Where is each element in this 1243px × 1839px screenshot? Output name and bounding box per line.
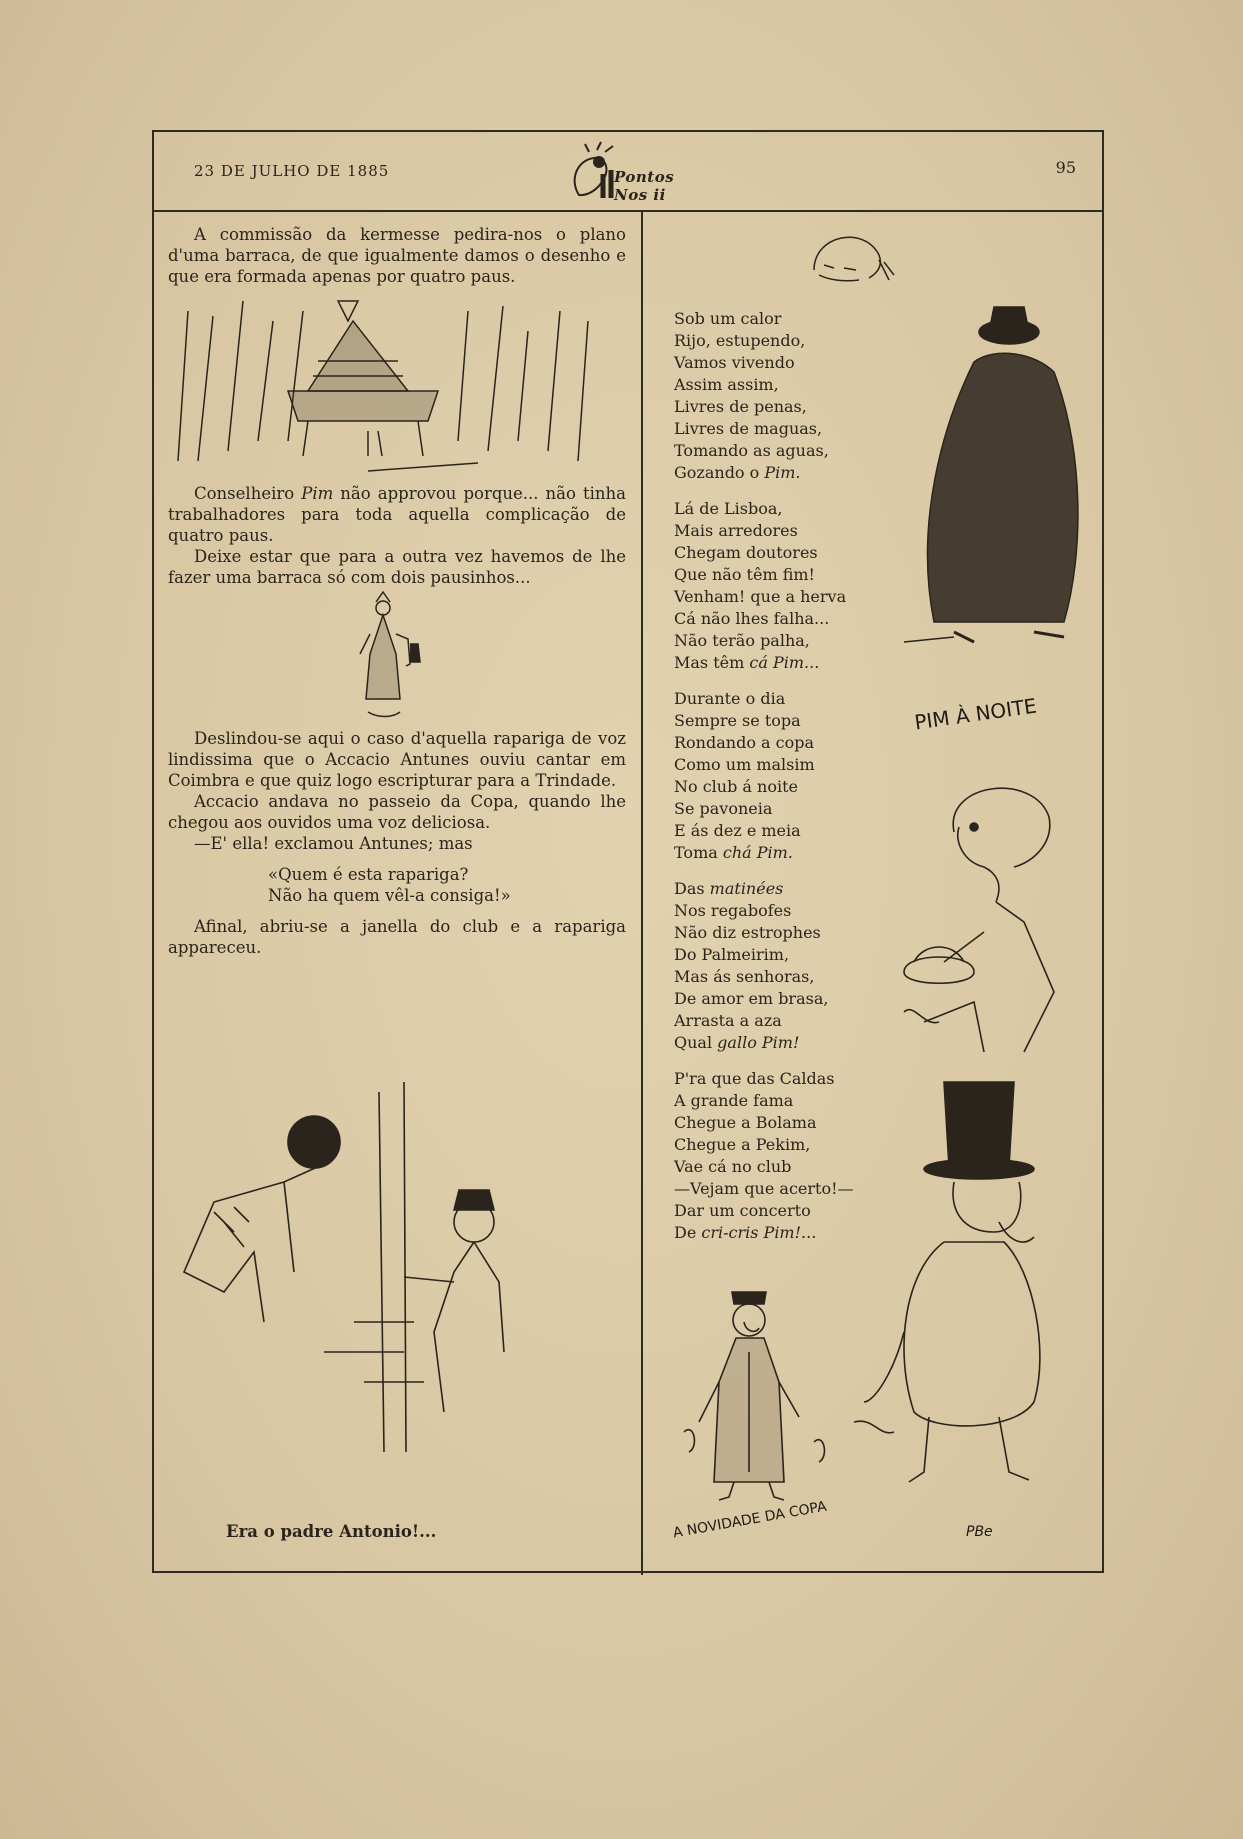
cloaked-figure-sketch — [894, 302, 1114, 662]
pim-night-annotation: PIM À NOITE — [912, 693, 1039, 735]
bald-head-sketch — [794, 220, 914, 300]
issue-date: 23 DE JULHO DE 1885 — [194, 162, 390, 180]
left-column — [168, 224, 626, 958]
page-frame — [152, 130, 1104, 1573]
paragraph-afinal: Afinal, abriu-se a janella do club e a rapariga appareceu. — [168, 917, 626, 957]
page-number: 95 — [1055, 158, 1076, 177]
artist-signature: PBe — [966, 1524, 993, 1540]
quote-block: «Quem é esta rapariga? Não ha quem vêl-a consiga!» — [268, 865, 511, 905]
stanza-2: Lá de Lisboa, Mais arredores Chegam doutores Que não têm fim! Venham! que a herva Cá não lhes falha... Não terão palha, Mas têm cá Pim... — [674, 499, 847, 672]
paragraph-accacio: Accacio andava no passeio da Copa, quando lhe chegou aos ouvidos uma voz deliciosa. — [168, 792, 626, 832]
tea-drinker-sketch — [884, 772, 1104, 1072]
stanza-4: Das matinées Nos regabofes Não diz estrophes Do Palmeirim, Mas ás senhoras, De amor em brasa, Arrasta a aza Qual gallo Pim! — [674, 879, 829, 1052]
padre-antonio-illustration — [154, 1072, 574, 1452]
stanza-3: Durante o dia Sempre se topa Rondando a copa Como um malsim No club á noite Se pavoneia E ás dez e meia Toma chá Pim. — [674, 689, 815, 862]
top-hat-figure-sketch — [834, 1072, 1064, 1512]
paragraph-exclamou: —E' ella! exclamou Antunes; mas — [194, 834, 473, 853]
paragraph-deslindou: Deslindou-se aqui o caso d'aquella rapariga de voz lindissima que o Accacio Antunes ouviu cantar em Coimbra e que quiz logo escripturar para a Trindade. — [168, 729, 626, 790]
paragraph-pausinhos: Deixe estar que para a outra vez havemos de lhe fazer uma barraca só com dois pausinhos... — [168, 547, 626, 587]
novidade-figure-sketch — [674, 1282, 834, 1512]
column-divider — [641, 210, 643, 1575]
stanza-5: P'ra que das Caldas A grande fama Chegue a Bolama Chegue a Pekim, Vae cá no club —Vejam que acerto!— Dar um concerto De cri-cris Pim!... — [674, 1069, 854, 1242]
rapariga-illustration — [168, 588, 626, 728]
novidade-annotation: A NOVIDADE DA COPA — [671, 1498, 828, 1542]
paragraph-conselheiro: Conselheiro Pim não approvou porque... não tinha trabalhadores para toda aquella complicação de quatro paus. — [168, 484, 626, 545]
stanza-1: Sob um calor Rijo, estupendo, Vamos vivendo Assim assim, Livres de penas, Livres de maguas, Tomando as aguas, Gozando o Pim. — [674, 309, 829, 482]
page-header — [154, 132, 1102, 212]
paragraph-kermesse: A commissão da kermesse pedira-nos o plano d'uma barraca, de que igualmente damos o desenho e que era formada apenas por quatro paus. — [168, 225, 626, 286]
masthead-logo — [559, 140, 709, 206]
masthead-title: Pontos Nos ii — [614, 168, 675, 204]
caption-padre: Era o padre Antonio!... — [226, 1522, 437, 1541]
barraca-illustration — [168, 287, 626, 483]
